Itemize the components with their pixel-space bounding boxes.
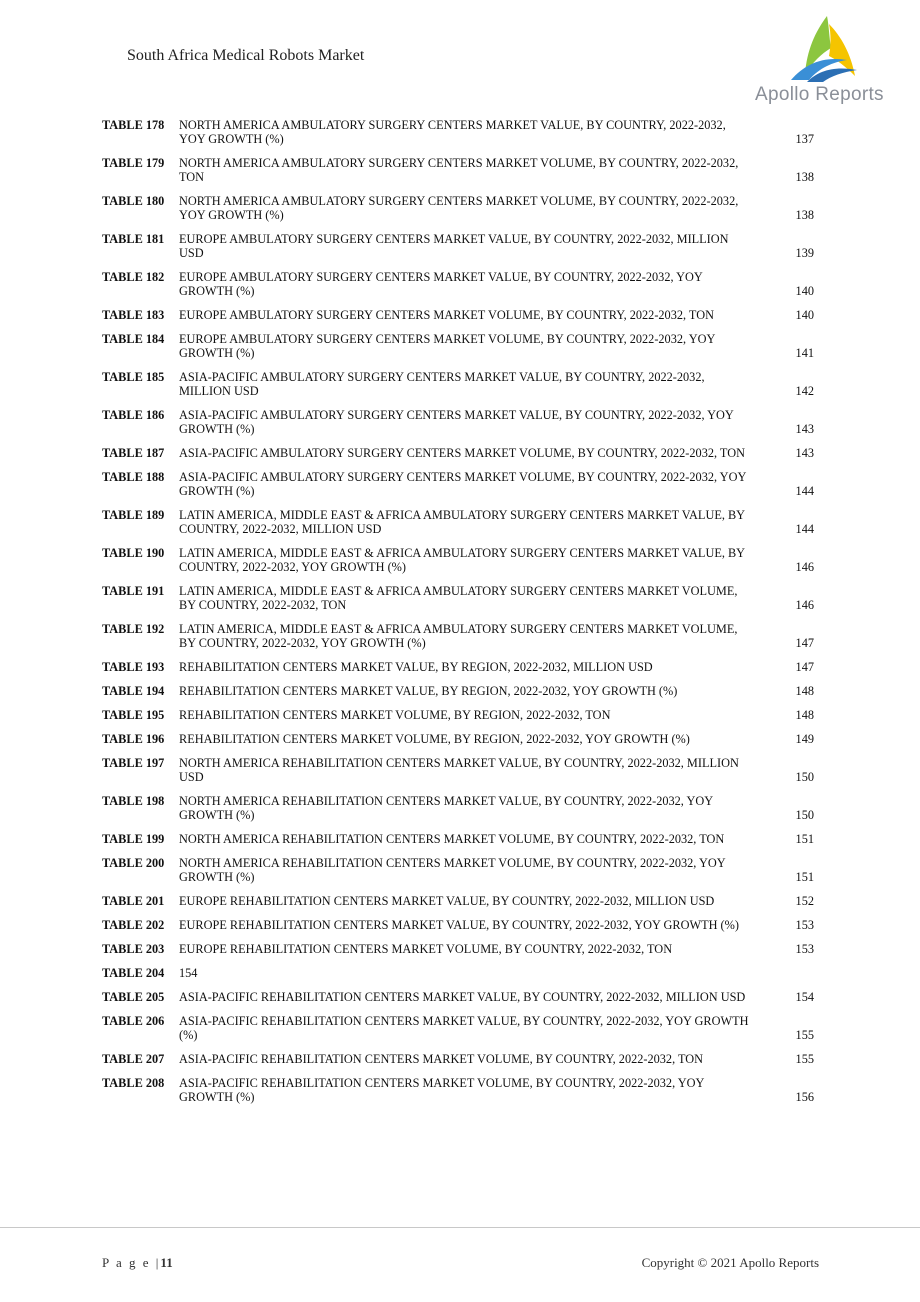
toc-entry-title-cont: (%)	[179, 1028, 198, 1042]
toc-entry-label: TABLE 193	[102, 660, 165, 674]
toc-entry-page: 142	[795, 384, 814, 398]
toc-entry-page: 146	[795, 598, 814, 612]
toc-entry[interactable]	[102, 832, 814, 846]
toc-entry[interactable]	[102, 194, 814, 222]
toc-entry[interactable]	[102, 966, 814, 980]
toc-entry[interactable]	[102, 370, 814, 398]
toc-entry-page: 150	[795, 770, 814, 784]
toc-entry-title-cont: GROWTH (%)	[179, 808, 255, 822]
toc-entry-title-cont: YOY GROWTH (%)	[179, 208, 284, 222]
toc-entry-title: NORTH AMERICA REHABILITATION CENTERS MARKET VOLUME, BY COUNTRY, 2022-2032, YOY	[179, 856, 726, 870]
toc-entry-label: TABLE 186	[102, 408, 165, 422]
toc-entry-page: 140	[795, 284, 814, 298]
toc-entry-page: 147	[795, 660, 814, 674]
toc-entry-label: TABLE 189	[102, 508, 165, 522]
toc-entry-label: TABLE 179	[102, 156, 165, 170]
toc-entry-page: 148	[795, 684, 814, 698]
toc-entry[interactable]	[102, 622, 814, 650]
toc-entry-page: 153	[795, 942, 814, 956]
toc-entry-title: ASIA-PACIFIC AMBULATORY SURGERY CENTERS MARKET VOLUME, BY COUNTRY, 2022-2032, YOY	[179, 470, 747, 484]
toc-entry[interactable]	[102, 446, 814, 460]
toc-entry-title: EUROPE REHABILITATION CENTERS MARKET VOLUME, BY COUNTRY, 2022-2032, TON	[179, 942, 673, 956]
toc-entry[interactable]	[102, 794, 814, 822]
toc-entry-label: TABLE 204	[102, 966, 165, 980]
toc-entry-label: TABLE 185	[102, 370, 165, 384]
toc-entry[interactable]	[102, 708, 814, 722]
toc-entry[interactable]	[102, 508, 814, 536]
toc-entry-title: EUROPE REHABILITATION CENTERS MARKET VALUE, BY COUNTRY, 2022-2032, YOY GROWTH (%)	[179, 918, 739, 932]
toc-entry-page: 148	[795, 708, 814, 722]
toc-entry-label: TABLE 192	[102, 622, 165, 636]
toc-entry-page: 151	[795, 870, 814, 884]
toc-entry-label: TABLE 195	[102, 708, 165, 722]
toc-entry-title: REHABILITATION CENTERS MARKET VALUE, BY REGION, 2022-2032, MILLION USD	[179, 660, 653, 674]
toc-entry[interactable]	[102, 918, 814, 932]
toc-entry-label: TABLE 178	[102, 118, 165, 132]
toc-entry-title: REHABILITATION CENTERS MARKET VOLUME, BY REGION, 2022-2032, TON	[179, 708, 611, 722]
toc-entry-label: TABLE 201	[102, 894, 165, 908]
toc-entry[interactable]	[102, 894, 814, 908]
toc-entry-title-cont: USD	[179, 246, 204, 260]
toc-entry-title: NORTH AMERICA AMBULATORY SURGERY CENTERS MARKET VOLUME, BY COUNTRY, 2022-2032,	[179, 194, 739, 208]
toc-entry[interactable]	[102, 942, 814, 956]
footer-copyright: Copyright © 2021 Apollo Reports	[641, 1255, 819, 1270]
toc-entry-label: TABLE 181	[102, 232, 165, 246]
toc-entry-label: TABLE 182	[102, 270, 165, 284]
logo-text: Apollo Reports	[755, 84, 884, 105]
toc-entry-page: 156	[795, 1090, 814, 1104]
toc-entry-label: TABLE 187	[102, 446, 165, 460]
toc-entry-title: NORTH AMERICA REHABILITATION CENTERS MARKET VALUE, BY COUNTRY, 2022-2032, YOY	[179, 794, 714, 808]
toc-entry-title: REHABILITATION CENTERS MARKET VOLUME, BY REGION, 2022-2032, YOY GROWTH (%)	[179, 732, 690, 746]
toc-entry[interactable]	[102, 990, 814, 1004]
apollo-reports-logo	[755, 14, 895, 109]
toc-entry-page: 138	[795, 170, 814, 184]
toc-entry-title: ASIA-PACIFIC REHABILITATION CENTERS MARKET VALUE, BY COUNTRY, 2022-2032, YOY GROWTH	[179, 1014, 749, 1028]
toc-entry-page: 150	[795, 808, 814, 822]
toc-entry-title: ASIA-PACIFIC REHABILITATION CENTERS MARKET VOLUME, BY COUNTRY, 2022-2032, YOY	[179, 1076, 705, 1090]
toc-entry-title: NORTH AMERICA AMBULATORY SURGERY CENTERS MARKET VALUE, BY COUNTRY, 2022-2032,	[179, 118, 726, 132]
toc-entry-label: TABLE 191	[102, 584, 165, 598]
toc-entry[interactable]	[102, 118, 814, 146]
toc-entry-title: ASIA-PACIFIC AMBULATORY SURGERY CENTERS MARKET VALUE, BY COUNTRY, 2022-2032,	[179, 370, 705, 384]
toc-entry-title: LATIN AMERICA, MIDDLE EAST & AFRICA AMBULATORY SURGERY CENTERS MARKET VOLUME,	[179, 622, 738, 636]
toc-entry-title-cont: USD	[179, 770, 204, 784]
toc-entry-title: ASIA-PACIFIC AMBULATORY SURGERY CENTERS MARKET VALUE, BY COUNTRY, 2022-2032, YOY	[179, 408, 734, 422]
toc-entry-page: 153	[795, 918, 814, 932]
toc-entry-title: EUROPE REHABILITATION CENTERS MARKET VALUE, BY COUNTRY, 2022-2032, MILLION USD	[179, 894, 715, 908]
toc-entry-label: TABLE 198	[102, 794, 165, 808]
toc-entry[interactable]	[102, 470, 814, 498]
toc-entry-page: 149	[795, 732, 814, 746]
toc-entry-page: 155	[795, 1052, 814, 1066]
toc-entry-label: TABLE 183	[102, 308, 165, 322]
toc-entry-page: 138	[795, 208, 814, 222]
toc-entry-label: TABLE 208	[102, 1076, 165, 1090]
toc-entry[interactable]	[102, 684, 814, 698]
toc-entry-title: LATIN AMERICA, MIDDLE EAST & AFRICA AMBULATORY SURGERY CENTERS MARKET VALUE, BY	[179, 508, 746, 522]
toc-entry-title-cont: GROWTH (%)	[179, 346, 255, 360]
toc-entry-title-cont: COUNTRY, 2022-2032, YOY GROWTH (%)	[179, 560, 407, 574]
toc-entry-label: TABLE 188	[102, 470, 165, 484]
toc-entry-label: TABLE 190	[102, 546, 165, 560]
toc-entry-label: TABLE 184	[102, 332, 165, 346]
toc-entry-title: NORTH AMERICA AMBULATORY SURGERY CENTERS MARKET VOLUME, BY COUNTRY, 2022-2032,	[179, 156, 739, 170]
toc-entry-title-cont: GROWTH (%)	[179, 484, 255, 498]
toc-entry-title-cont: GROWTH (%)	[179, 870, 255, 884]
toc-entry-title: EUROPE AMBULATORY SURGERY CENTERS MARKET VALUE, BY COUNTRY, 2022-2032, MILLION	[179, 232, 729, 246]
toc-entry-title-cont: COUNTRY, 2022-2032, MILLION USD	[179, 522, 382, 536]
toc-entry-page: 147	[795, 636, 814, 650]
page-number: 11	[160, 1255, 173, 1270]
toc-entry[interactable]	[102, 308, 814, 322]
toc-entry-title-cont: GROWTH (%)	[179, 1090, 255, 1104]
toc-entry-title-cont: TON	[179, 170, 205, 184]
footer-page-indicator	[102, 1255, 173, 1271]
toc-entry-page: 155	[795, 1028, 814, 1042]
table-of-contents-list	[102, 118, 814, 1114]
toc-entry-label: TABLE 205	[102, 990, 165, 1004]
toc-entry-label: TABLE 202	[102, 918, 165, 932]
toc-entry-label: TABLE 194	[102, 684, 165, 698]
toc-entry-page: 137	[795, 132, 814, 146]
toc-entry[interactable]	[102, 270, 814, 298]
toc-entry-title-cont: GROWTH (%)	[179, 284, 255, 298]
toc-entry-title-cont: YOY GROWTH (%)	[179, 132, 284, 146]
toc-entry[interactable]	[102, 232, 814, 260]
toc-entry-label: TABLE 199	[102, 832, 165, 846]
toc-entry[interactable]	[102, 1052, 814, 1066]
toc-entry-title: REHABILITATION CENTERS MARKET VALUE, BY REGION, 2022-2032, YOY GROWTH (%)	[179, 684, 678, 698]
toc-entry-title: ASIA-PACIFIC AMBULATORY SURGERY CENTERS MARKET VOLUME, BY COUNTRY, 2022-2032, TON	[179, 446, 745, 460]
toc-entry-page: 146	[795, 560, 814, 574]
toc-entry-label: TABLE 203	[102, 942, 165, 956]
toc-entry-label: TABLE 206	[102, 1014, 165, 1028]
toc-entry-title: EUROPE AMBULATORY SURGERY CENTERS MARKET VOLUME, BY COUNTRY, 2022-2032, TON	[179, 308, 714, 322]
toc-entry[interactable]	[102, 156, 814, 184]
toc-entry-page: 143	[795, 422, 814, 436]
toc-entry[interactable]	[102, 732, 814, 746]
page-word: P a g e	[102, 1255, 151, 1270]
toc-entry[interactable]	[102, 408, 814, 436]
toc-entry-page: 154	[179, 966, 198, 980]
footer-divider	[0, 1227, 920, 1228]
toc-entry[interactable]	[102, 660, 814, 674]
toc-entry-title: NORTH AMERICA REHABILITATION CENTERS MARKET VALUE, BY COUNTRY, 2022-2032, MILLION	[179, 756, 739, 770]
toc-entry-label: TABLE 200	[102, 856, 165, 870]
toc-entry-title: EUROPE AMBULATORY SURGERY CENTERS MARKET VALUE, BY COUNTRY, 2022-2032, YOY	[179, 270, 703, 284]
toc-entry[interactable]	[102, 756, 814, 784]
toc-entry-page: 144	[795, 522, 814, 536]
page-separator: |	[155, 1255, 161, 1270]
toc-entry-label: TABLE 196	[102, 732, 165, 746]
toc-entry-page: 141	[795, 346, 814, 360]
toc-entry-title-cont: GROWTH (%)	[179, 422, 255, 436]
toc-entry-title: NORTH AMERICA REHABILITATION CENTERS MARKET VOLUME, BY COUNTRY, 2022-2032, TON	[179, 832, 725, 846]
toc-entry-page: 152	[795, 894, 814, 908]
toc-entry-title: LATIN AMERICA, MIDDLE EAST & AFRICA AMBULATORY SURGERY CENTERS MARKET VALUE, BY	[179, 546, 746, 560]
toc-entry-title-cont: BY COUNTRY, 2022-2032, YOY GROWTH (%)	[179, 636, 426, 650]
toc-entry-title-cont: BY COUNTRY, 2022-2032, TON	[179, 598, 347, 612]
toc-entry-label: TABLE 180	[102, 194, 165, 208]
toc-entry-page: 143	[795, 446, 814, 460]
toc-entry-title: ASIA-PACIFIC REHABILITATION CENTERS MARKET VOLUME, BY COUNTRY, 2022-2032, TON	[179, 1052, 704, 1066]
toc-entry[interactable]	[102, 332, 814, 360]
toc-entry[interactable]	[102, 1014, 814, 1042]
toc-entry-page: 154	[795, 990, 814, 1004]
toc-entry-page: 140	[795, 308, 814, 322]
toc-entry-title: LATIN AMERICA, MIDDLE EAST & AFRICA AMBULATORY SURGERY CENTERS MARKET VOLUME,	[179, 584, 738, 598]
toc-entry-page: 151	[795, 832, 814, 846]
toc-entry[interactable]	[102, 1076, 814, 1104]
toc-entry[interactable]	[102, 856, 814, 884]
document-header-title: South Africa Medical Robots Market	[127, 47, 365, 64]
toc-entry-title: ASIA-PACIFIC REHABILITATION CENTERS MARKET VALUE, BY COUNTRY, 2022-2032, MILLION USD	[179, 990, 746, 1004]
toc-entry[interactable]	[102, 584, 814, 612]
toc-entry-label: TABLE 197	[102, 756, 165, 770]
toc-entry-label: TABLE 207	[102, 1052, 165, 1066]
toc-entry-title: EUROPE AMBULATORY SURGERY CENTERS MARKET VOLUME, BY COUNTRY, 2022-2032, YOY	[179, 332, 716, 346]
toc-entry[interactable]	[102, 546, 814, 574]
toc-entry-page: 139	[795, 246, 814, 260]
logo-mark-icon	[785, 14, 865, 84]
toc-entry-page: 144	[795, 484, 814, 498]
toc-entry-title-cont: MILLION USD	[179, 384, 259, 398]
